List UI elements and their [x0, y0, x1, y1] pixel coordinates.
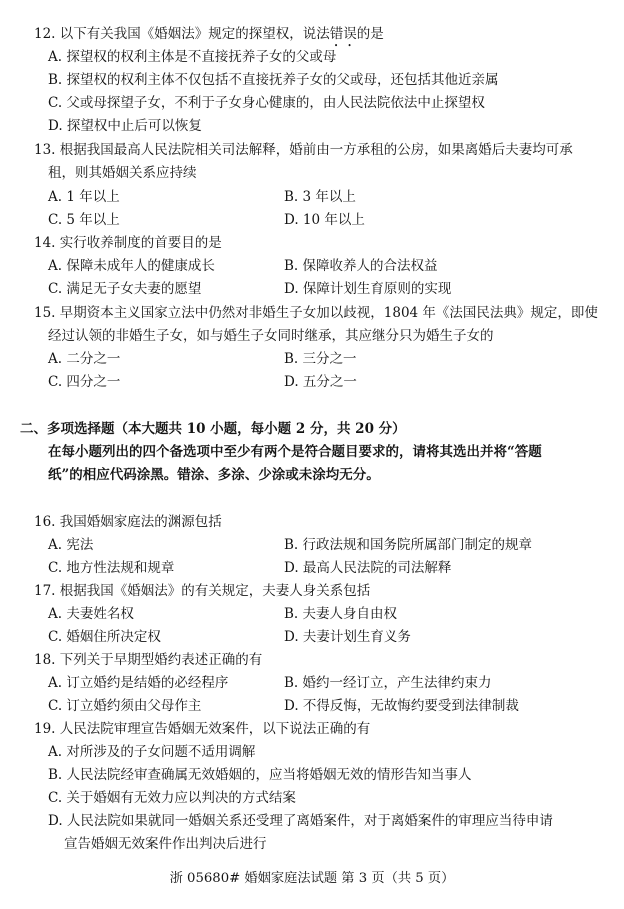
- question-16-option-a: A. 宪法: [48, 537, 94, 553]
- section-2-heading: 二、多项选择题（本大题共 10 小题，每小题 2 分，共 20 分）: [20, 421, 406, 437]
- question-17-option-b: B. 夫妻人身自由权: [284, 606, 398, 622]
- question-12-stem-emphasis: 错误: [329, 26, 357, 42]
- question-19-option-b: B. 人民法院经审查确属无效婚姻的，应当将婚姻无效的情形告知当事人: [48, 767, 472, 783]
- question-14-option-b: B. 保障收养人的合法权益: [284, 258, 438, 274]
- question-18-stem: 18. 下列关于早期型婚约表述正确的有: [34, 652, 263, 668]
- question-17-option-a: A. 夫妻姓名权: [48, 606, 134, 622]
- question-12-stem-pre: 12. 以下有关我国《婚姻法》规定的探望权，说法: [34, 26, 330, 42]
- question-14-option-c: C. 满足无子女夫妻的愿望: [48, 281, 202, 297]
- question-18-option-d: D. 不得反悔，无故悔约要受到法律制裁: [284, 698, 519, 714]
- question-18-option-c: C. 订立婚约须由父母作主: [48, 698, 202, 714]
- question-15-option-a: A. 二分之一: [48, 351, 121, 367]
- page-footer: 浙 05680# 婚姻家庭法试题 第 3 页（共 5 页）: [169, 871, 455, 886]
- question-15-option-b: B. 三分之一: [284, 351, 357, 367]
- question-17-option-c: C. 婚姻住所决定权: [48, 629, 161, 645]
- question-15-option-d: D. 五分之一: [284, 374, 357, 390]
- section-2-instruction-line-2: 纸”的相应代码涂黑。错涂、多涂、少涂或未涂均无分。: [48, 467, 380, 483]
- question-16-option-c: C. 地方性法规和规章: [48, 560, 175, 576]
- question-13-option-d: D. 10 年以上: [284, 212, 365, 228]
- question-19-stem: 19. 人民法院审理宣告婚姻无效案件，以下说法正确的有: [34, 721, 371, 737]
- section-2-instruction-line-1: 在每小题列出的四个备选项中至少有两个是符合题目要求的，请将其选出并将“答题: [48, 444, 542, 460]
- question-12-option-b: B. 探望权的权利主体不仅包括不直接抚养子女的父或母，还包括其他近亲属: [48, 72, 499, 88]
- question-15-option-c: C. 四分之一: [48, 374, 121, 390]
- question-13-stem-line-1: 13. 根据我国最高人民法院相关司法解释，婚前由一方承租的公房，如果离婚后夫妻均可承: [34, 142, 573, 158]
- question-12-stem-post: 的是: [356, 26, 384, 42]
- question-14-option-d: D. 保障计划生育原则的实现: [284, 281, 452, 297]
- question-13-option-a: A. 1 年以上: [48, 189, 120, 205]
- question-18-option-a: A. 订立婚约是结婚的必经程序: [48, 675, 229, 691]
- question-19-option-d-line-2: 宣告婚姻无效案件作出判决后进行: [64, 836, 267, 852]
- question-15-stem-line-2: 经过认领的非婚生子女，如与婚生子女同时继承，其应继分只为婚生子女的: [48, 328, 494, 344]
- question-19-option-c: C. 关于婚姻有无效力应以判决的方式结案: [48, 790, 296, 806]
- question-19-option-a: A. 对所涉及的子女问题不适用调解: [48, 744, 256, 760]
- question-14-stem: 14. 实行收养制度的首要目的是: [34, 235, 222, 251]
- question-13-option-b: B. 3 年以上: [284, 189, 356, 205]
- question-17-stem: 17. 根据我国《婚姻法》的有关规定，夫妻人身关系包括: [34, 583, 371, 599]
- question-16-stem: 16. 我国婚姻家庭法的渊源包括: [34, 514, 222, 530]
- question-15-stem-line-1: 15. 早期资本主义国家立法中仍然对非婚生子女加以歧视，1804 年《法国民法典》规定，即使: [34, 305, 598, 321]
- question-13-stem-line-2: 租，则其婚姻关系应持续: [48, 165, 197, 181]
- question-12-option-c: C. 父或母探望子女，不利于子女身心健康的，由人民法院依法中止探望权: [48, 95, 485, 111]
- question-16-option-d: D. 最高人民法院的司法解释: [284, 560, 452, 576]
- question-19-option-d-line-1: D. 人民法院如果就同一婚姻关系还受理了离婚案件，对于离婚案件的审理应当待申请: [48, 813, 553, 829]
- question-12-option-a: A. 探望权的权利主体是不直接抚养子女的父或母: [48, 49, 337, 65]
- question-14-option-a: A. 保障未成年人的健康成长: [48, 258, 215, 274]
- question-16-option-b: B. 行政法规和国务院所属部门制定的规章: [284, 537, 533, 553]
- question-18-option-b: B. 婚约一经订立，产生法律约束力: [284, 675, 492, 691]
- question-12-stem: [34, 25, 384, 50]
- question-17-option-d: D. 夫妻计划生育义务: [284, 629, 411, 645]
- question-12-option-d: D. 探望权中止后可以恢复: [48, 118, 202, 134]
- question-13-option-c: C. 5 年以上: [48, 212, 120, 228]
